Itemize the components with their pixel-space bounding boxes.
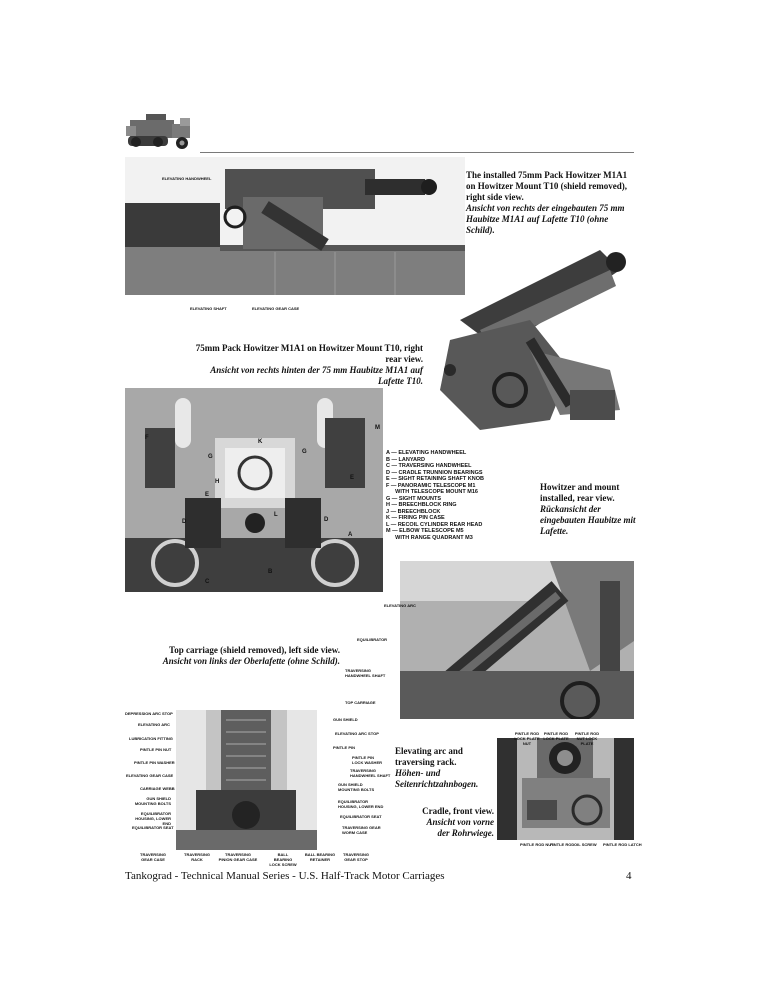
caption-de: Höhen- und Seitenrichtzahnbogen. xyxy=(395,768,479,789)
photo-cradle-front-view xyxy=(497,738,634,840)
halftrack-silhouette-icon xyxy=(122,108,197,154)
photo-right-rear-view xyxy=(420,240,636,440)
legend-item: H — BREECHBLOCK RING xyxy=(386,502,457,508)
label-traversing-rack: TRAVERSING RACK xyxy=(184,852,210,862)
letter-g: G xyxy=(208,454,213,460)
legend-item: M — ELBOW TELESCOPE M5 xyxy=(386,528,464,534)
photo-top-carriage-left-side xyxy=(400,561,634,719)
caption-en: 75mm Pack Howitzer M1A1 on Howitzer Mount T10, right rear view. xyxy=(195,343,423,364)
legend-item: J — BREECHBLOCK xyxy=(386,508,441,515)
parts-legend xyxy=(386,450,484,541)
letter-e: E xyxy=(350,475,355,481)
caption-de: Ansicht von rechts hinten der 75 mm Haubitze M1A1 auf Lafette T10. xyxy=(210,365,423,386)
caption-en: Howitzer and mount installed, rear view. xyxy=(540,482,620,503)
label-traversing-handwheel-shaft-right: TRAVERSING HANDWHEEL SHAFT xyxy=(350,768,391,778)
legend-item: K — FIRING PIN CASE xyxy=(386,515,445,521)
label-equilibrator-seat-right: EQUILIBRATOR SEAT xyxy=(340,814,382,819)
photo-elevating-arc-traversing-rack xyxy=(176,710,317,850)
label-top-carriage: TOP CARRIAGE xyxy=(345,700,376,705)
label-gun-shield-mounting-bolts: GUN SHIELD MOUNTING BOLTS xyxy=(134,796,171,806)
label-elevating-arc: ELEVATING ARC xyxy=(384,603,416,608)
caption-cradle-front-view xyxy=(418,806,494,839)
label-equilibrator-housing: EQUILIBRATOR HOUSING, LOWER END xyxy=(135,811,171,826)
letter-f: F xyxy=(145,435,149,441)
label-elevating-arc-left: ELEVATING ARC xyxy=(138,722,170,727)
label-pintle-pin-nut: PINTLE PIN NUT xyxy=(140,747,172,752)
label-equilibrator-housing-right: EQUILIBRATOR HOUSING, LOWER END xyxy=(338,799,384,809)
label-ball-bearing-lock-screw: BALL BEARING LOCK SCREW xyxy=(269,852,297,867)
label-pintle-pin-washer: PINTLE PIN WASHER xyxy=(134,760,175,765)
caption-de: Rückansicht der eingebauten Haubitze mit Lafette. xyxy=(540,504,636,536)
caption-right-side-view xyxy=(466,170,636,236)
letter-d: D xyxy=(182,519,187,525)
label-ball-bearing-retainer: BALL BEARING RETAINER xyxy=(304,852,336,862)
label-traversing-gear-worm-case: TRAVERSING GEAR WORM CASE xyxy=(342,825,381,835)
header-rule xyxy=(200,152,634,153)
caption-en: Top carriage (shield removed), left side view. xyxy=(169,645,340,655)
letter-m: M xyxy=(375,425,380,431)
legend-item: F — PANORAMIC TELESCOPE M1 xyxy=(386,482,476,489)
label-lubrication-fitting: LUBRICATION FITTING xyxy=(129,736,173,741)
caption-rear-view xyxy=(540,482,640,537)
label-traversing-handwheel-shaft: TRAVERSING HANDWHEEL SHAFT xyxy=(345,668,386,678)
legend-item: D — CRADLE TRUNNION BEARINGS xyxy=(386,469,483,476)
letter-g-right: G xyxy=(302,449,307,455)
letter-e-left: E xyxy=(205,492,210,498)
caption-de: Ansicht von rechts der eingebauten 75 mm Haubitze M1A1 auf Lafette T10 (ohne Schild). xyxy=(466,203,625,235)
label-elevating-gear-case-left: ELEVATING GEAR CASE xyxy=(126,773,174,778)
label-traversing-pinion-gear-case: TRAVERSING PINION GEAR CASE xyxy=(218,852,258,862)
label-elevating-arc-stop: ELEVATING ARC STOP xyxy=(335,731,379,736)
label-traversing-gear-case: TRAVERSING GEAR CASE xyxy=(140,852,166,862)
legend-item: L — RECOIL CYLINDER REAR HEAD xyxy=(386,521,483,528)
letter-d-right: D xyxy=(324,517,329,523)
legend-item: WITH TELESCOPE MOUNT M16 xyxy=(386,489,478,495)
label-pintle-rod-lock-plate: PINTLE ROD LOCK PLATE xyxy=(543,731,569,741)
legend-item: G — SIGHT MOUNTS xyxy=(386,495,441,502)
label-pintle-rod-nut-lock-plate: PINTLE ROD NUT LOCK PLATE xyxy=(574,731,600,746)
label-pintle-rod-lock-plate-nut: PINTLE ROD LOCK PLATE NUT xyxy=(514,731,540,746)
letter-k: K xyxy=(258,439,263,445)
letter-l: L xyxy=(274,512,278,518)
legend-item: E — SIGHT RETAINING SHAFT KNOB xyxy=(386,476,484,482)
legend-item: WITH RANGE QUADRANT M3 xyxy=(386,534,473,541)
letter-c: C xyxy=(205,579,210,585)
label-elevating-shaft: ELEVATING SHAFT xyxy=(190,306,227,311)
label-equilibrator: EQUILIBRATOR xyxy=(357,637,388,642)
label-pintle-rod-nut: PINTLE ROD NUT xyxy=(520,842,554,847)
caption-right-rear-view xyxy=(183,343,423,387)
photo-rear-view xyxy=(125,388,383,592)
label-elevating-gear-case: ELEVATING GEAR CASE xyxy=(252,306,300,311)
label-oil-screw: OIL SCREW xyxy=(574,842,597,847)
label-pintle-rod: PINTLE ROD xyxy=(550,842,575,847)
caption-top-carriage xyxy=(150,645,340,667)
letter-a: A xyxy=(348,532,353,538)
caption-elevating-arc xyxy=(395,746,479,790)
label-pintle-rod-latch: PINTLE ROD LATCH xyxy=(603,842,642,847)
letter-b: B xyxy=(268,569,273,575)
page-number: 4 xyxy=(626,870,632,882)
label-carriage-webb: CARRIAGE WEBB xyxy=(140,786,175,791)
label-traversing-gear-stop: TRAVERSING GEAR STOP xyxy=(343,852,369,862)
caption-de: Ansicht von links der Oberlafette (ohne Schild). xyxy=(162,656,340,666)
label-pintle-pin: PINTLE PIN xyxy=(333,745,356,750)
footer-series-title: Tankograd - Technical Manual Series - U.S. Half-Track Motor Carriages xyxy=(125,870,445,882)
caption-en: Elevating arc and traversing rack. xyxy=(395,746,463,767)
label-pintle-pin-lock-washer: PINTLE PIN LOCK WASHER xyxy=(352,755,382,765)
letter-h: H xyxy=(215,479,220,485)
label-gun-shield: GUN SHIELD xyxy=(333,717,358,722)
caption-en: Cradle, front view. xyxy=(422,806,494,816)
legend-item: C — TRAVERSING HANDWHEEL xyxy=(386,463,472,469)
label-elevating-handwheel: ELEVATING HANDWHEEL xyxy=(162,176,212,181)
legend-item: B — LANYARD xyxy=(386,456,425,463)
label-depression-arc-stop: DEPRESSION ARC STOP xyxy=(125,711,173,716)
caption-en: The installed 75mm Pack Howitzer M1A1 on Howitzer Mount T10 (shield removed), right side view. xyxy=(466,170,628,202)
legend-item: A — ELEVATING HANDWHEEL xyxy=(386,450,467,456)
caption-de: Ansicht von vorne der Rohrwiege. xyxy=(426,817,494,838)
label-equilibrator-seat: EQUILIBRATOR SEAT xyxy=(132,825,174,830)
label-gun-shield-mounting-bolts-right: GUN SHIELD MOUNTING BOLTS xyxy=(338,782,375,792)
